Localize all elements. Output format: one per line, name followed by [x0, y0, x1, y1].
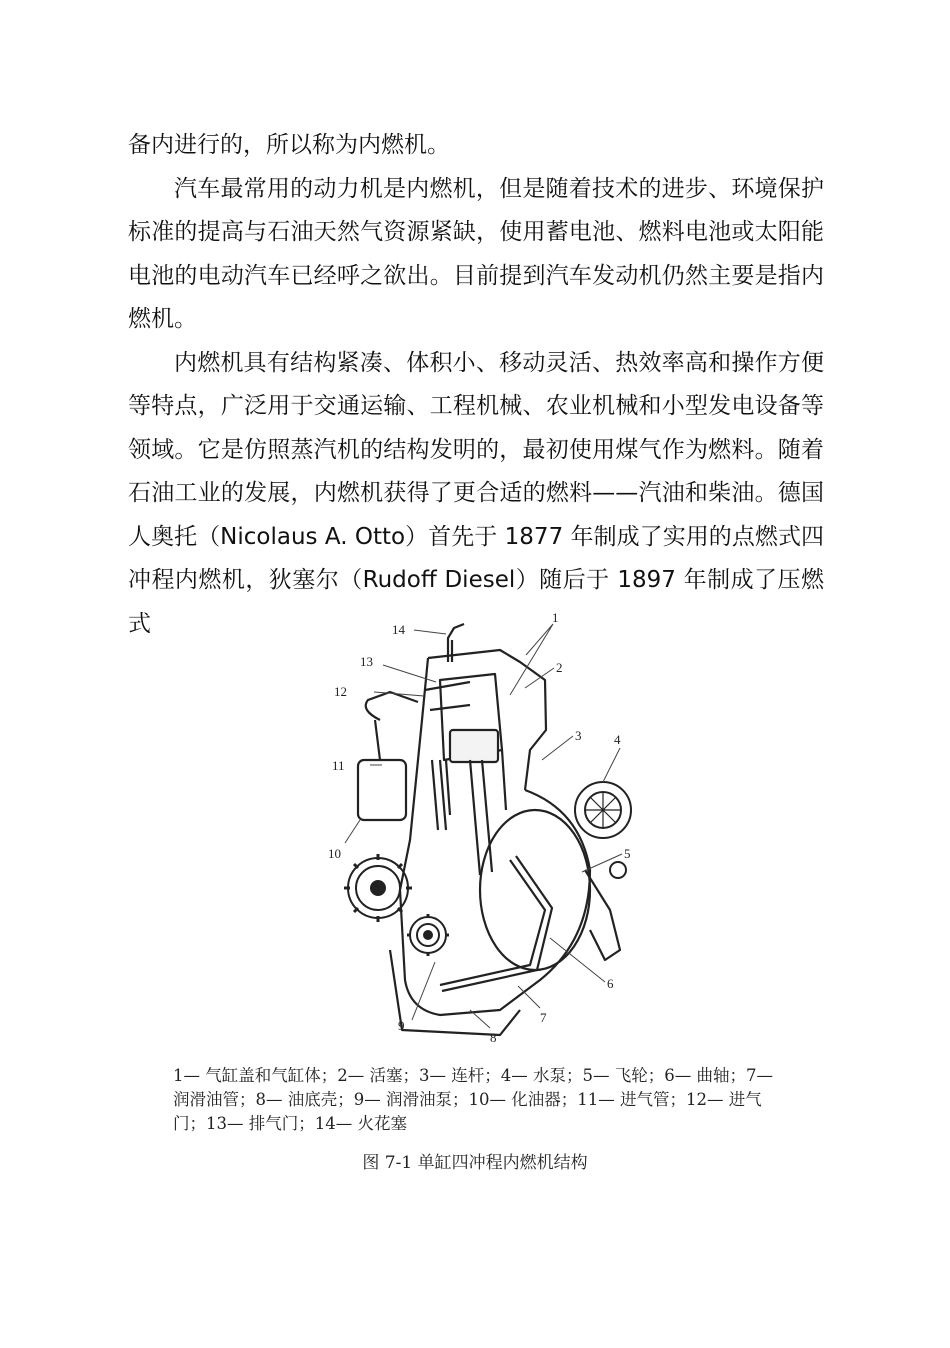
piston-shape [450, 730, 498, 762]
callout-7: 7 [540, 1010, 547, 1025]
callout-6: 6 [607, 976, 614, 991]
callout-2: 2 [556, 660, 563, 675]
callout-9: 9 [398, 1018, 405, 1033]
callout-13: 13 [360, 654, 373, 669]
callout-1: 1 [552, 610, 559, 625]
cylinder-block-left [400, 658, 428, 890]
callout-12: 12 [334, 684, 347, 699]
callout-14: 14 [392, 622, 405, 637]
intake-pipe-shape [366, 692, 418, 720]
paragraph-2: 汽车最常用的动力机是内燃机，但是随着技术的进步、环境保护标准的提高与石油天然气资源紧缺，使用蓄电池、燃料电池或太阳能电池的电动汽车已经呼之欲出。目前提到汽车发动机仍然主要是指内燃机。 [128, 175, 824, 332]
engine-diagram [320, 610, 650, 1050]
carburetor-shape [358, 760, 406, 820]
connecting-rod-shape [470, 760, 492, 875]
figure-title: 图 7-1 单缸四冲程内燃机结构 [362, 1153, 588, 1173]
callout-11: 11 [332, 758, 345, 773]
callout-4: 4 [614, 732, 621, 747]
paragraph-3: 内燃机具有结构紧凑、体积小、移动灵活、热效率高和操作方便等特点，广泛用于交通运输、工程机械、农业机械和小型发电设备等领域。它是仿照蒸汽机的结构发明的，最初使用煤气作为燃料。随着石油工业的发展，内燃机获得了更合适的燃料——汽油和柴油。德国人奥托（Nicolaus A. Otto）首先于 1877 年制成了实用的点燃式四冲程内燃机，狄塞尔（Rudoff Diesel）随后于 1897 年制成了压燃式 [128, 349, 824, 637]
crankcase-shape [400, 790, 590, 1015]
callout-5: 5 [624, 846, 631, 861]
figure-legend [173, 1064, 778, 1136]
paragraph-1: 备内进行的，所以称为内燃机。 [128, 132, 450, 158]
oil-pipe-shape [440, 860, 545, 985]
body-text [128, 124, 824, 646]
callout-3: 3 [575, 728, 582, 743]
callout-8: 8 [490, 1030, 497, 1045]
callout-10: 10 [328, 846, 341, 861]
legend-text: 1— 气缸盖和气缸体；2— 活塞；3— 连杆；4— 水泵；5— 飞轮；6— 曲轴；7— 润滑油管；8— 油底壳；9— 润滑油泵；10— 化油器；11— 进气管；12— 进气门；13— 排气门；14— 火花塞 [173, 1066, 773, 1133]
